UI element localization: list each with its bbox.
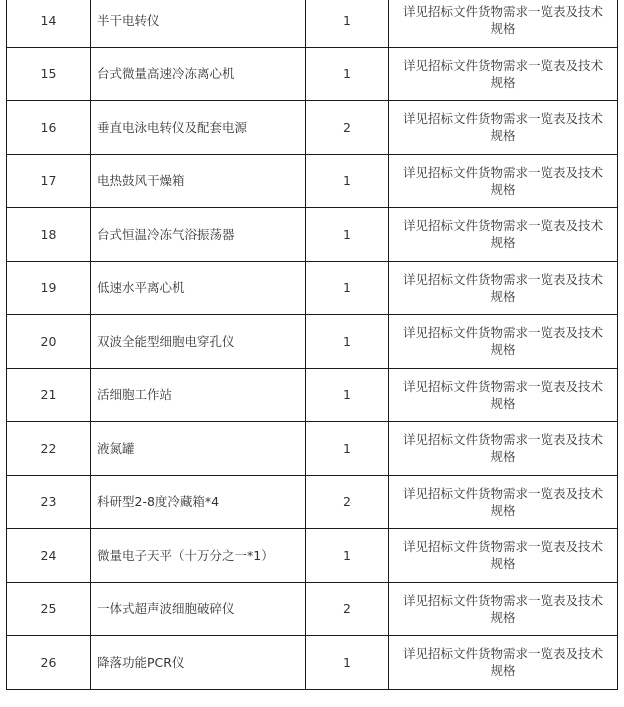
table-row (7, 636, 618, 690)
item-name-cell: 低速水平离心机 (91, 261, 306, 315)
item-number-cell: 15 (7, 47, 91, 101)
spec-cell: 详见招标文件货物需求一览表及技术规格 (389, 582, 618, 636)
item-number-cell: 17 (7, 154, 91, 208)
item-name-cell: 微量电子天平（十万分之一*1） (91, 529, 306, 583)
quantity-cell: 1 (306, 529, 389, 583)
table-body (7, 0, 618, 689)
item-name-cell: 降落功能PCR仪 (91, 636, 306, 690)
spec-cell: 详见招标文件货物需求一览表及技术规格 (389, 422, 618, 476)
table-row (7, 368, 618, 422)
quantity-cell: 1 (306, 47, 389, 101)
item-name-cell: 一体式超声波细胞破碎仪 (91, 582, 306, 636)
item-name-cell: 垂直电泳电转仪及配套电源 (91, 101, 306, 155)
quantity-cell: 1 (306, 0, 389, 47)
table-row (7, 582, 618, 636)
item-name-cell: 液氮罐 (91, 422, 306, 476)
item-number-cell: 18 (7, 208, 91, 262)
item-name-cell: 科研型2-8度冷藏箱*4 (91, 475, 306, 529)
item-name-cell: 活细胞工作站 (91, 368, 306, 422)
spec-cell: 详见招标文件货物需求一览表及技术规格 (389, 0, 618, 47)
item-number-cell: 25 (7, 582, 91, 636)
table-row (7, 315, 618, 369)
table-row (7, 475, 618, 529)
procurement-table (6, 0, 618, 690)
table-row (7, 154, 618, 208)
table-row (7, 0, 618, 47)
table-row (7, 422, 618, 476)
quantity-cell: 1 (306, 208, 389, 262)
spec-cell: 详见招标文件货物需求一览表及技术规格 (389, 315, 618, 369)
quantity-cell: 2 (306, 475, 389, 529)
spec-cell: 详见招标文件货物需求一览表及技术规格 (389, 47, 618, 101)
quantity-cell: 2 (306, 101, 389, 155)
item-number-cell: 24 (7, 529, 91, 583)
spec-cell: 详见招标文件货物需求一览表及技术规格 (389, 529, 618, 583)
item-number-cell: 20 (7, 315, 91, 369)
table-row (7, 529, 618, 583)
item-number-cell: 19 (7, 261, 91, 315)
item-name-cell: 半干电转仪 (91, 0, 306, 47)
spec-cell: 详见招标文件货物需求一览表及技术规格 (389, 368, 618, 422)
item-name-cell: 电热鼓风干燥箱 (91, 154, 306, 208)
item-number-cell: 23 (7, 475, 91, 529)
item-number-cell: 22 (7, 422, 91, 476)
table-row (7, 208, 618, 262)
quantity-cell: 1 (306, 368, 389, 422)
item-number-cell: 16 (7, 101, 91, 155)
spec-cell: 详见招标文件货物需求一览表及技术规格 (389, 208, 618, 262)
item-name-cell: 台式微量高速冷冻离心机 (91, 47, 306, 101)
spec-cell: 详见招标文件货物需求一览表及技术规格 (389, 101, 618, 155)
item-number-cell: 26 (7, 636, 91, 690)
item-name-cell: 双波全能型细胞电穿孔仪 (91, 315, 306, 369)
quantity-cell: 1 (306, 422, 389, 476)
table-row (7, 261, 618, 315)
spec-cell: 详见招标文件货物需求一览表及技术规格 (389, 636, 618, 690)
quantity-cell: 1 (306, 636, 389, 690)
spec-cell: 详见招标文件货物需求一览表及技术规格 (389, 261, 618, 315)
quantity-cell: 2 (306, 582, 389, 636)
quantity-cell: 1 (306, 154, 389, 208)
table-row (7, 47, 618, 101)
spec-cell: 详见招标文件货物需求一览表及技术规格 (389, 154, 618, 208)
spec-cell: 详见招标文件货物需求一览表及技术规格 (389, 475, 618, 529)
item-number-cell: 21 (7, 368, 91, 422)
item-number-cell: 14 (7, 0, 91, 47)
item-name-cell: 台式恒温冷冻气浴振荡器 (91, 208, 306, 262)
quantity-cell: 1 (306, 261, 389, 315)
quantity-cell: 1 (306, 315, 389, 369)
table-row (7, 101, 618, 155)
